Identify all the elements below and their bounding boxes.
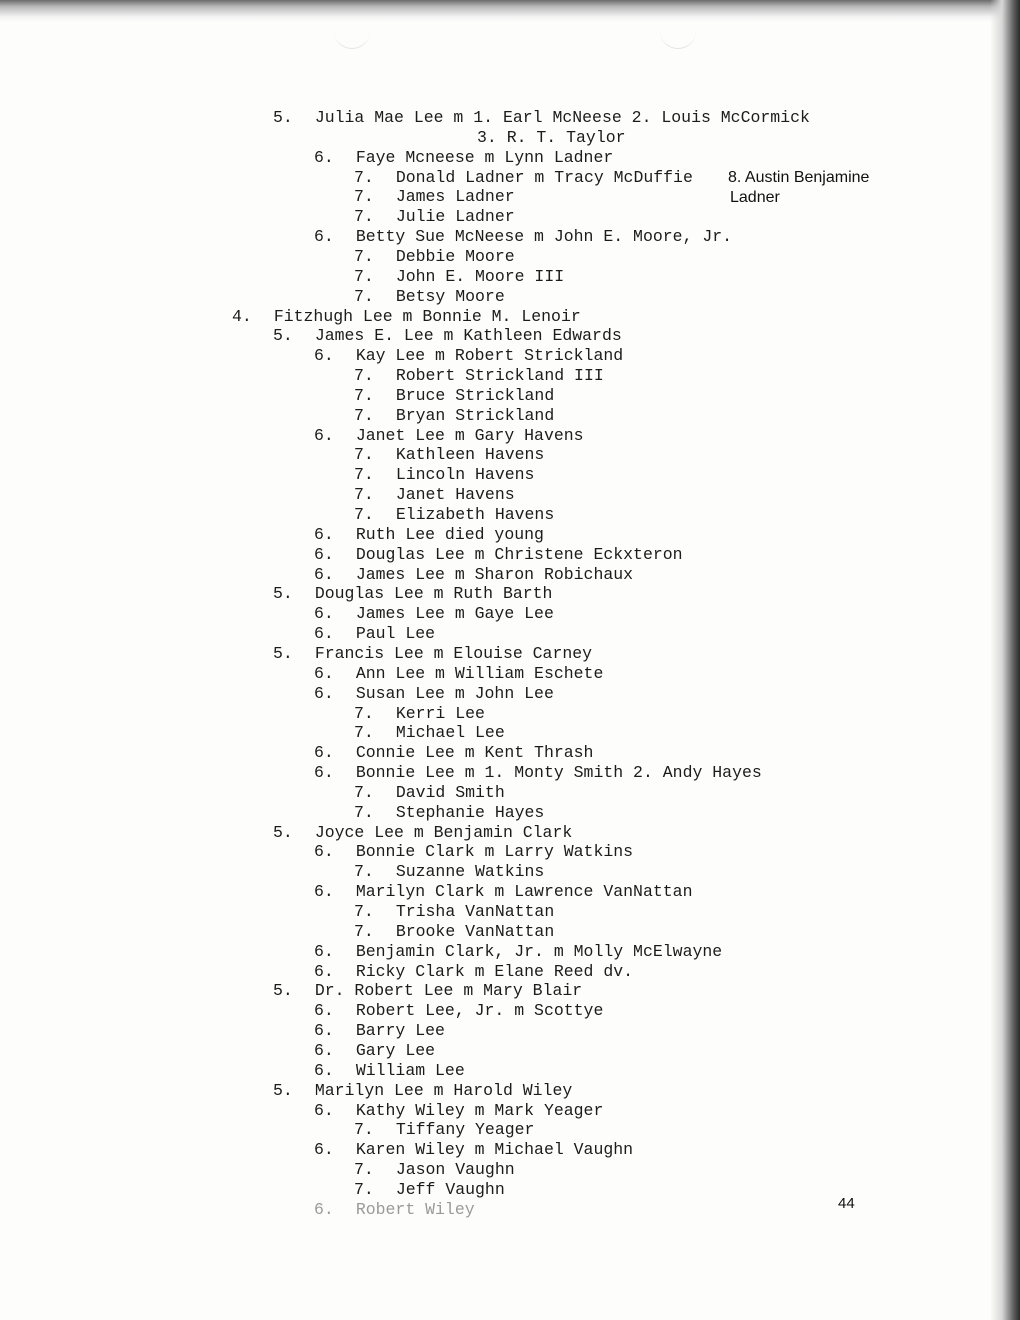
generation-number: 6.: [314, 565, 334, 584]
generation-number: 7.: [354, 803, 374, 822]
generation-number: 6.: [314, 842, 334, 861]
generation-number: 7.: [354, 505, 374, 524]
person-names: Kerri Lee: [395, 704, 485, 723]
generation-number: 6.: [314, 1001, 334, 1020]
person-names: Robert Lee, Jr. m Scottye: [355, 1001, 604, 1020]
generation-number: 7.: [354, 485, 374, 504]
generation-number: 7.: [354, 902, 374, 921]
generation-number: 6.: [314, 227, 334, 246]
person-names: Bryan Strickland: [395, 406, 555, 425]
person-names: Bonnie Clark m Larry Watkins: [355, 842, 634, 861]
genealogy-entry: [314, 763, 762, 783]
genealogy-entry: [354, 783, 505, 803]
genealogy-entry: [314, 1061, 465, 1081]
person-names: James E. Lee m Kathleen Edwards: [314, 326, 622, 345]
genealogy-entry: [314, 684, 554, 704]
person-names: Marilyn Clark m Lawrence VanNattan: [355, 882, 693, 901]
genealogy-entry: [354, 704, 485, 724]
person-names: Brooke VanNattan: [395, 922, 555, 941]
genealogy-entry: [314, 743, 593, 763]
genealogy-entry: [314, 624, 435, 644]
genealogy-entry: [354, 922, 554, 942]
generation-number: 7.: [354, 287, 374, 306]
generation-number: 6.: [314, 1061, 334, 1080]
genealogy-entry: [314, 664, 603, 684]
genealogy-entry: [354, 406, 554, 426]
genealogy-entry: [354, 366, 604, 386]
person-names: Trisha VanNattan: [395, 902, 555, 921]
person-names: Jason Vaughn: [395, 1160, 515, 1179]
generation-number: 7.: [354, 1160, 374, 1179]
genealogy-entry: [354, 386, 554, 406]
generation-number: 5.: [273, 584, 293, 603]
genealogy-entry: [314, 545, 683, 565]
genealogy-entry: [354, 267, 564, 287]
genealogy-entry: [314, 604, 554, 624]
genealogy-entry: [314, 1041, 435, 1061]
genealogy-entry: [314, 842, 633, 862]
person-names: William Lee: [355, 1061, 465, 1080]
person-names: Janet Lee m Gary Havens: [355, 426, 584, 445]
generation-number: 6.: [314, 1140, 334, 1159]
genealogy-entry: [314, 565, 633, 585]
generation-number: 6.: [314, 743, 334, 762]
person-names: Susan Lee m John Lee: [355, 684, 554, 703]
genealogy-entry: [314, 1021, 445, 1041]
generation-number: 5.: [273, 108, 293, 127]
generation-number: 7.: [354, 922, 374, 941]
side-note-line-2: Ladner: [730, 189, 780, 206]
person-names: Michael Lee: [395, 723, 505, 742]
person-names: Julie Ladner: [395, 207, 515, 226]
genealogy-entry: [354, 465, 534, 485]
person-names: Suzanne Watkins: [395, 862, 545, 881]
person-names: Kathy Wiley m Mark Yeager: [355, 1101, 604, 1120]
genealogy-entry: [354, 187, 515, 207]
genealogy-entry: [232, 307, 581, 327]
genealogy-entry: [354, 168, 693, 188]
genealogy-entry: [314, 227, 732, 247]
generation-number: 6.: [314, 604, 334, 623]
genealogy-entry: [354, 485, 515, 505]
scan-right-edge: [990, 0, 1020, 1320]
side-note-line-1: 8. Austin Benjamine: [728, 169, 870, 186]
person-names: Connie Lee m Kent Thrash: [355, 743, 594, 762]
genealogy-entry: [477, 128, 626, 148]
person-names: Lincoln Havens: [395, 465, 535, 484]
person-names: Jeff Vaughn: [395, 1180, 505, 1199]
generation-number: 7.: [354, 187, 374, 206]
person-names: Douglas Lee m Christene Eckxteron: [355, 545, 683, 564]
genealogy-entry: [314, 1001, 603, 1021]
genealogy-entry: [314, 942, 722, 962]
person-names: Barry Lee: [355, 1021, 445, 1040]
person-names: James Ladner: [395, 187, 515, 206]
person-names: Benjamin Clark, Jr. m Molly McElwayne: [355, 942, 723, 961]
genealogy-entry: [354, 902, 554, 922]
genealogy-entry: [354, 1180, 505, 1200]
generation-number: 6.: [314, 1101, 334, 1120]
person-names: Bruce Strickland: [395, 386, 555, 405]
person-names: Betty Sue McNeese m John E. Moore, Jr.: [355, 227, 733, 246]
person-names: Ann Lee m William Eschete: [355, 664, 604, 683]
generation-number: 7.: [354, 723, 374, 742]
genealogy-entry: [314, 1101, 603, 1121]
person-names: Dr. Robert Lee m Mary Blair: [314, 981, 583, 1000]
genealogy-entry: [314, 426, 584, 446]
person-names: 3. R. T. Taylor: [477, 128, 626, 147]
person-names: Tiffany Yeager: [395, 1120, 535, 1139]
generation-number: 5.: [273, 823, 293, 842]
generation-number: 7.: [354, 1120, 374, 1139]
person-names: Joyce Lee m Benjamin Clark: [314, 823, 573, 842]
genealogy-entry: [354, 287, 505, 307]
generation-number: 7.: [354, 168, 374, 187]
person-names: Faye Mcneese m Lynn Ladner: [355, 148, 614, 167]
genealogy-entry: [273, 584, 552, 604]
generation-number: 6.: [314, 426, 334, 445]
genealogy-entry: [354, 803, 544, 823]
person-names: Francis Lee m Elouise Carney: [314, 644, 593, 663]
generation-number: 5.: [273, 326, 293, 345]
generation-number: 6.: [314, 962, 334, 981]
person-names: Bonnie Lee m 1. Monty Smith 2. Andy Hayes: [355, 763, 762, 782]
person-names: Robert Wiley: [355, 1200, 475, 1219]
generation-number: 7.: [354, 1180, 374, 1199]
genealogy-entry: [314, 1140, 633, 1160]
generation-number: 6.: [314, 148, 334, 167]
generation-number: 6.: [314, 1041, 334, 1060]
generation-number: 6.: [314, 346, 334, 365]
genealogy-entry: [314, 148, 613, 168]
person-names: James Lee m Sharon Robichaux: [355, 565, 634, 584]
genealogy-entry: [354, 723, 505, 743]
genealogy-entry: [354, 505, 554, 525]
person-names: Elizabeth Havens: [395, 505, 555, 524]
person-names: John E. Moore III: [395, 267, 565, 286]
person-names: Kay Lee m Robert Strickland: [355, 346, 624, 365]
genealogy-entry: [354, 445, 544, 465]
genealogy-entry: [354, 1160, 515, 1180]
generation-number: 6.: [314, 1021, 334, 1040]
genealogy-entry: [354, 247, 515, 267]
genealogy-entry: [273, 108, 810, 128]
person-names: Fitzhugh Lee m Bonnie M. Lenoir: [273, 307, 581, 326]
generation-number: 5.: [273, 981, 293, 1000]
generation-number: 6.: [314, 525, 334, 544]
generation-number: 6.: [314, 763, 334, 782]
generation-number: 6.: [314, 942, 334, 961]
genealogy-entry: [354, 862, 544, 882]
genealogy-entry: [273, 326, 622, 346]
generation-number: 6.: [314, 882, 334, 901]
genealogy-entry: [314, 525, 544, 545]
generation-number: 7.: [354, 465, 374, 484]
generation-number: 7.: [354, 366, 374, 385]
generation-number: 7.: [354, 862, 374, 881]
person-names: Donald Ladner m Tracy McDuffie: [395, 168, 693, 187]
genealogy-entry: [314, 1200, 475, 1220]
person-names: James Lee m Gaye Lee: [355, 604, 554, 623]
person-names: Debbie Moore: [395, 247, 515, 266]
person-names: Julia Mae Lee m 1. Earl McNeese 2. Louis McCormick: [314, 108, 810, 127]
generation-number: 7.: [354, 267, 374, 286]
genealogy-entry: [273, 644, 592, 664]
genealogy-entry: [314, 882, 692, 902]
generation-number: 7.: [354, 386, 374, 405]
generation-number: 7.: [354, 783, 374, 802]
genealogy-entry: [273, 1081, 572, 1101]
generation-number: 5.: [273, 1081, 293, 1100]
generation-number: 4.: [232, 307, 252, 326]
genealogy-entry: [314, 962, 633, 982]
person-names: David Smith: [395, 783, 505, 802]
person-names: Betsy Moore: [395, 287, 505, 306]
person-names: Kathleen Havens: [395, 445, 545, 464]
generation-number: 6.: [314, 624, 334, 643]
genealogy-entry: [354, 1120, 534, 1140]
punch-hole-mark: [660, 30, 696, 49]
punch-hole-mark: [334, 30, 370, 49]
person-names: Gary Lee: [355, 1041, 436, 1060]
generation-number: 6.: [314, 545, 334, 564]
person-names: Karen Wiley m Michael Vaughn: [355, 1140, 634, 1159]
person-names: Douglas Lee m Ruth Barth: [314, 584, 553, 603]
genealogy-entry: [273, 981, 582, 1001]
page-number: 44: [838, 1195, 855, 1212]
person-names: Ricky Clark m Elane Reed dv.: [355, 962, 634, 981]
person-names: Paul Lee: [355, 624, 436, 643]
generation-number: 7.: [354, 406, 374, 425]
genealogy-entry: [273, 823, 572, 843]
person-names: Stephanie Hayes: [395, 803, 545, 822]
generation-number: 6.: [314, 684, 334, 703]
generation-number: 7.: [354, 704, 374, 723]
genealogy-entry: [354, 207, 515, 227]
generation-number: 7.: [354, 445, 374, 464]
generation-number: 5.: [273, 644, 293, 663]
person-names: Ruth Lee died young: [355, 525, 544, 544]
generation-number: 7.: [354, 207, 374, 226]
generation-number: 7.: [354, 247, 374, 266]
scan-top-shadow: [0, 0, 1020, 22]
generation-number: 6.: [314, 664, 334, 683]
person-names: Marilyn Lee m Harold Wiley: [314, 1081, 573, 1100]
person-names: Janet Havens: [395, 485, 515, 504]
genealogy-entry: [314, 346, 623, 366]
person-names: Robert Strickland III: [395, 366, 604, 385]
generation-number: 6.: [314, 1200, 334, 1219]
